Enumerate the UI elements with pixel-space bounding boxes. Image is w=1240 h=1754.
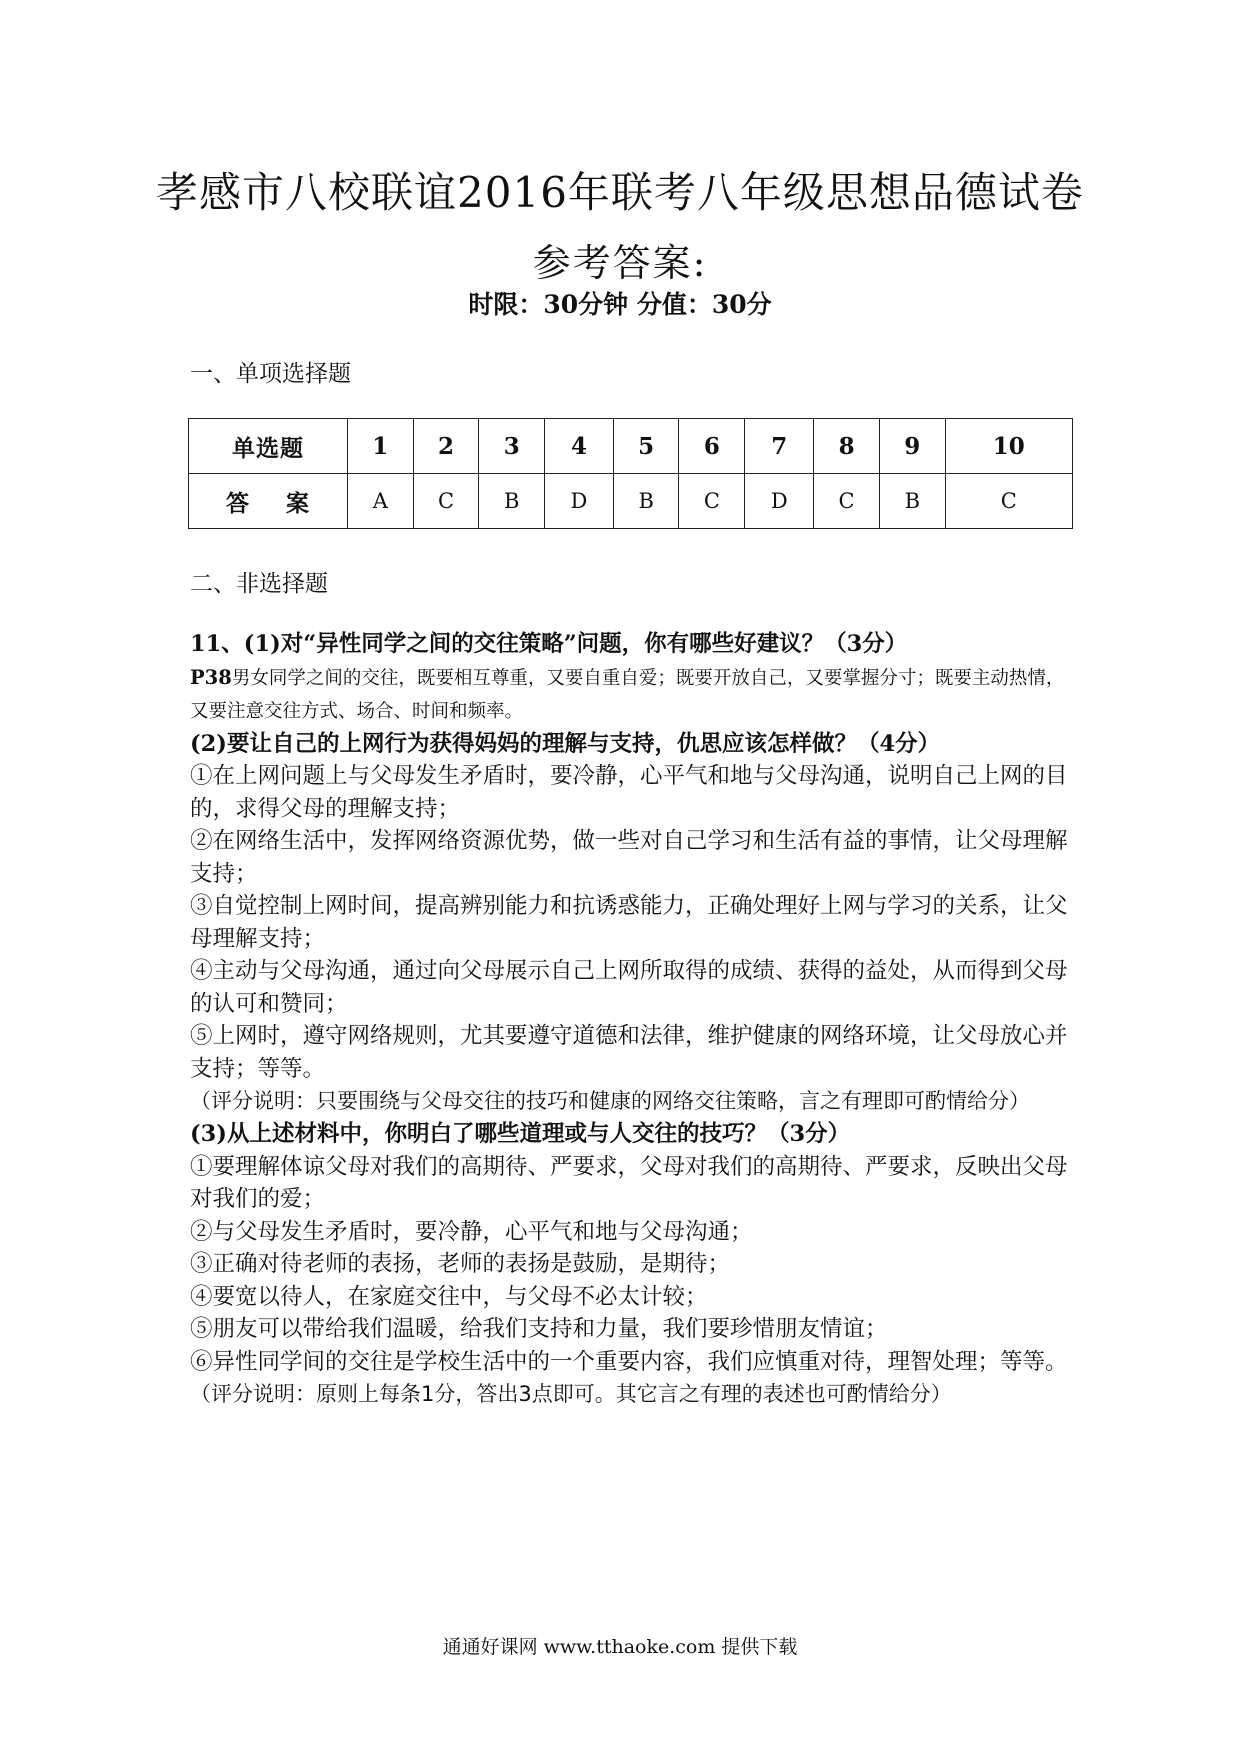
question-number: 9 xyxy=(880,419,946,474)
row-label: 单选题 xyxy=(189,419,348,474)
answer-2-item: ⑤上网时，遵守网络规则，尤其要遵守道德和法律，维护健康的网络环境，让父母放心并支持；等等。 xyxy=(190,1023,1068,1082)
row-label: 答 案 xyxy=(189,474,348,529)
answer-cell: C xyxy=(814,474,880,529)
answer-cell: C xyxy=(679,474,745,529)
answer-table xyxy=(188,418,1073,529)
footer-source: 通通好课网 www.tthaoke.com 提供下载 xyxy=(442,1636,798,1658)
answer-3-item: ②与父母发生矛盾时，要冷静，心平气和地与父母沟通； xyxy=(190,1218,753,1245)
answer-3-item: ⑤朋友可以带给我们温暖，给我们支持和力量，我们要珍惜朋友情谊； xyxy=(190,1316,888,1342)
answer-cell: D xyxy=(745,474,814,529)
question-number: 6 xyxy=(679,419,745,474)
page-subtitle: 参考答案: xyxy=(532,241,708,285)
answer-3-item: ①要理解体谅父母对我们的高期待、严要求，父母对我们的高期待、严要求，反映出父母对我们的爱； xyxy=(190,1153,1068,1212)
question-2: (2)要让自己的上网行为获得妈妈的理解与支持，仇思应该怎样做？（4分） xyxy=(190,730,941,757)
table-row xyxy=(189,419,1073,474)
section-heading-choice: 一、单项选择题 xyxy=(190,361,351,387)
answer-1-text: 男女同学之间的交往，既要相互尊重，又要自重自爱；既要开放自己，又要掌握分寸；既要主动热情，又要注意交往方式、场合、时间和频率。 xyxy=(190,667,1065,722)
question-number: 1 xyxy=(348,419,414,474)
question-3: (3)从上述材料中，你明白了哪些道理或与人交往的技巧？（3分） xyxy=(190,1121,851,1147)
answer-3-item: ③正确对待老师的表扬，老师的表扬是鼓励，是期待； xyxy=(190,1251,731,1277)
question-number: 10 xyxy=(945,419,1072,474)
question-number: 2 xyxy=(413,419,479,474)
question-number: 8 xyxy=(814,419,880,474)
answer-2-item: ④主动与父母沟通，通过向父母展示自己上网所取得的成绩、获得的益处，从而得到父母的认可和赞同； xyxy=(190,958,1068,1017)
answer-cell: B xyxy=(613,474,679,529)
page-title: 孝感市八校联谊2016年联考八年级思想品德试卷 xyxy=(156,168,1084,217)
answer-2-item: ②在网络生活中，发挥网络资源优势，做一些对自己学习和生活有益的事情，让父母理解支持； xyxy=(190,828,1068,887)
answer-cell: C xyxy=(945,474,1072,529)
answer-cell: B xyxy=(479,474,545,529)
question-1: 11、(1)对“异性同学之间的交往策略”问题，你有哪些好建议？（3分） xyxy=(190,631,908,657)
answer-2-item: ①在上网问题上与父母发生矛盾时，要冷静，心平气和地与父母沟通，说明自己上网的目的，求得父母的理解支持； xyxy=(190,763,1068,822)
answer-3-item: ⑥异性同学间的交往是学校生活中的一个重要内容，我们应慎重对待，理智处理；等等。 xyxy=(190,1348,1068,1375)
question-number: 7 xyxy=(745,419,814,474)
answer-cell: C xyxy=(413,474,479,529)
table-row xyxy=(189,474,1073,529)
answer-2-item: ③自觉控制上网时间，提高辨别能力和抗诱惑能力，正确处理好上网与学习的关系，让父母理解支持； xyxy=(190,893,1068,952)
answer-3-item: ④要宽以待人，在家庭交往中，与父母不必太计较； xyxy=(190,1283,708,1310)
question-number: 4 xyxy=(545,419,614,474)
scoring-note-3: （评分说明：原则上每条1分，答出3点即可。其它言之有理的表述也可酌情给分） xyxy=(190,1382,952,1406)
section-heading-nonchoice: 二、非选择题 xyxy=(190,571,328,597)
answer-1 xyxy=(190,661,1070,728)
scoring-note-2: （评分说明：只要围绕与父母交往的技巧和健康的网络交往策略，言之有理即可酌情给分） xyxy=(190,1089,1030,1113)
answer-body xyxy=(190,628,1070,1411)
page-reference: P38 xyxy=(190,665,232,689)
answer-cell: B xyxy=(880,474,946,529)
answer-cell: A xyxy=(348,474,414,529)
question-number: 3 xyxy=(479,419,545,474)
exam-meta: 时限：30分钟 分值：30分 xyxy=(468,290,772,319)
answer-cell: D xyxy=(545,474,614,529)
question-number: 5 xyxy=(613,419,679,474)
